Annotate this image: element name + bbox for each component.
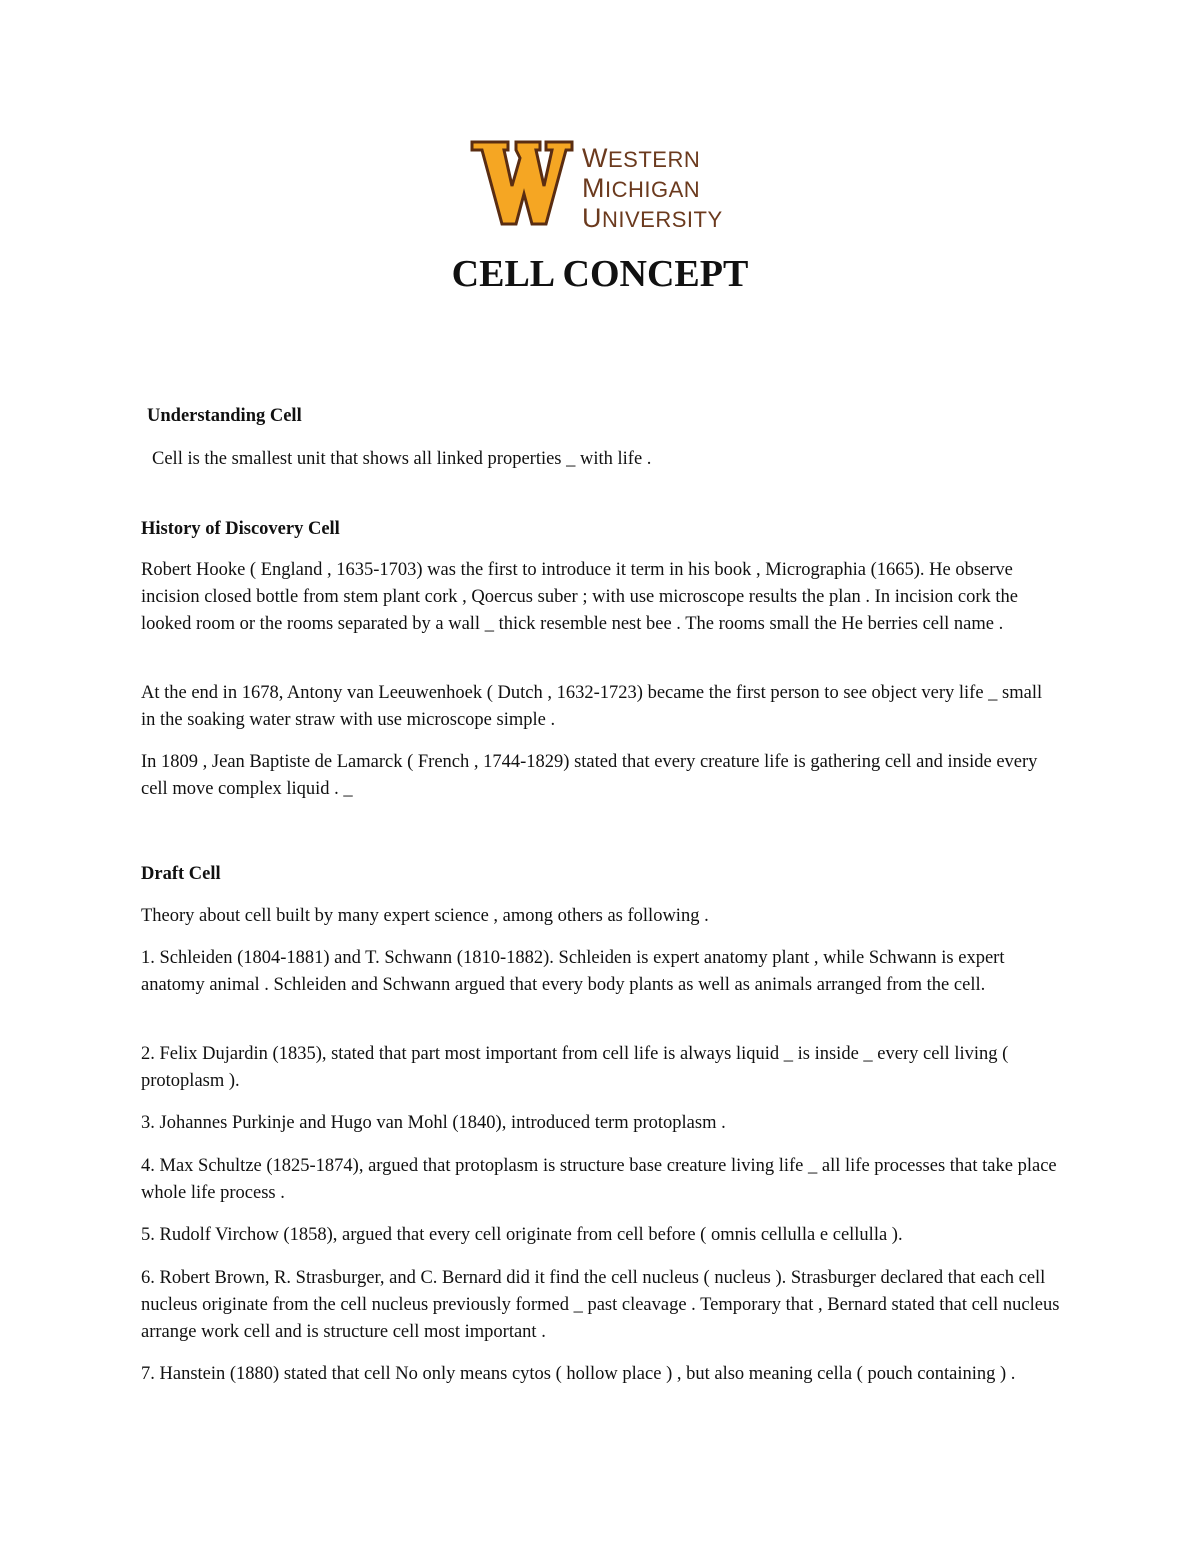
understanding-text: Cell is the smallest unit that shows all linked properties _ with life . <box>152 449 652 469</box>
logo-line-western: WESTERN <box>582 143 701 173</box>
list-item: 6. Robert Brown, R. Strasburger, and C. Bernard did it find the cell nucleus ( nucleus ). Strasburger declared that each cell nucleus originate from the cell nucleus previously formed _ past cleavage . Temporary that , Bernard stated that cell nucleus arrange work cell and is structure cell most important . <box>141 1268 1060 1342</box>
w-logo-icon <box>470 140 574 226</box>
list-item: 3. Johannes Purkinje and Hugo van Mohl (1840), introduced term protoplasm . <box>141 1113 726 1133</box>
list-item: 1. Schleiden (1804-1881) and T. Schwann (1810-1882). Schleiden is expert anatomy plant , while Schwann is expert anatomy animal . Schleiden and Schwann argued that every body plants as well as animals arranged from the cell. <box>141 948 1005 995</box>
logo-line-michigan: MICHIGAN <box>582 173 701 203</box>
list-item: 4. Max Schultze (1825-1874), argued that protoplasm is structure base creature living life _ all life processes that take place whole life process . <box>141 1156 1057 1203</box>
section-heading-draft: Draft Cell <box>141 864 221 884</box>
list-item: 2. Felix Dujardin (1835), stated that part most important from cell life is always liquid _ is inside _ every cell living ( protoplasm ). <box>141 1044 1009 1091</box>
history-paragraph-2: At the end in 1678, Antony van Leeuwenhoek ( Dutch , 1632-1723) became the first person to see object very life _ small in the soaking water straw with use microscope simple . <box>141 683 1043 730</box>
logo-wordmark <box>582 144 752 234</box>
section-heading-history: History of Discovery Cell <box>141 519 340 539</box>
list-item: 7. Hanstein (1880) stated that cell No only means cytos ( hollow place ) , but also meaning cella ( pouch containing ) . <box>141 1364 1016 1384</box>
list-item: 5. Rudolf Virchow (1858), argued that every cell originate from cell before ( omnis cellulla e cellulla ). <box>141 1225 903 1245</box>
section-heading-understanding: Understanding Cell <box>147 406 302 426</box>
page-title: CELL CONCEPT <box>451 253 749 295</box>
university-logo <box>470 140 740 232</box>
logo-line-university: UNIVERSITY <box>582 203 723 233</box>
history-paragraph-1: Robert Hooke ( England , 1635-1703) was the first to introduce it term in his book , Micrographia (1665). He observe incision closed bottle from stem plant cork , Qoercus suber ; with use microscope results the plan . In incision cork the looked room or the rooms separated by a wall _ thick resemble nest bee . The rooms small the He berries cell name . <box>141 560 1019 634</box>
history-paragraph-3: In 1809 , Jean Baptiste de Lamarck ( French , 1744-1829) stated that every creature life is gathering cell and inside every cell move complex liquid . _ <box>141 752 1038 799</box>
draft-intro: Theory about cell built by many expert science , among others as following . <box>141 906 709 926</box>
